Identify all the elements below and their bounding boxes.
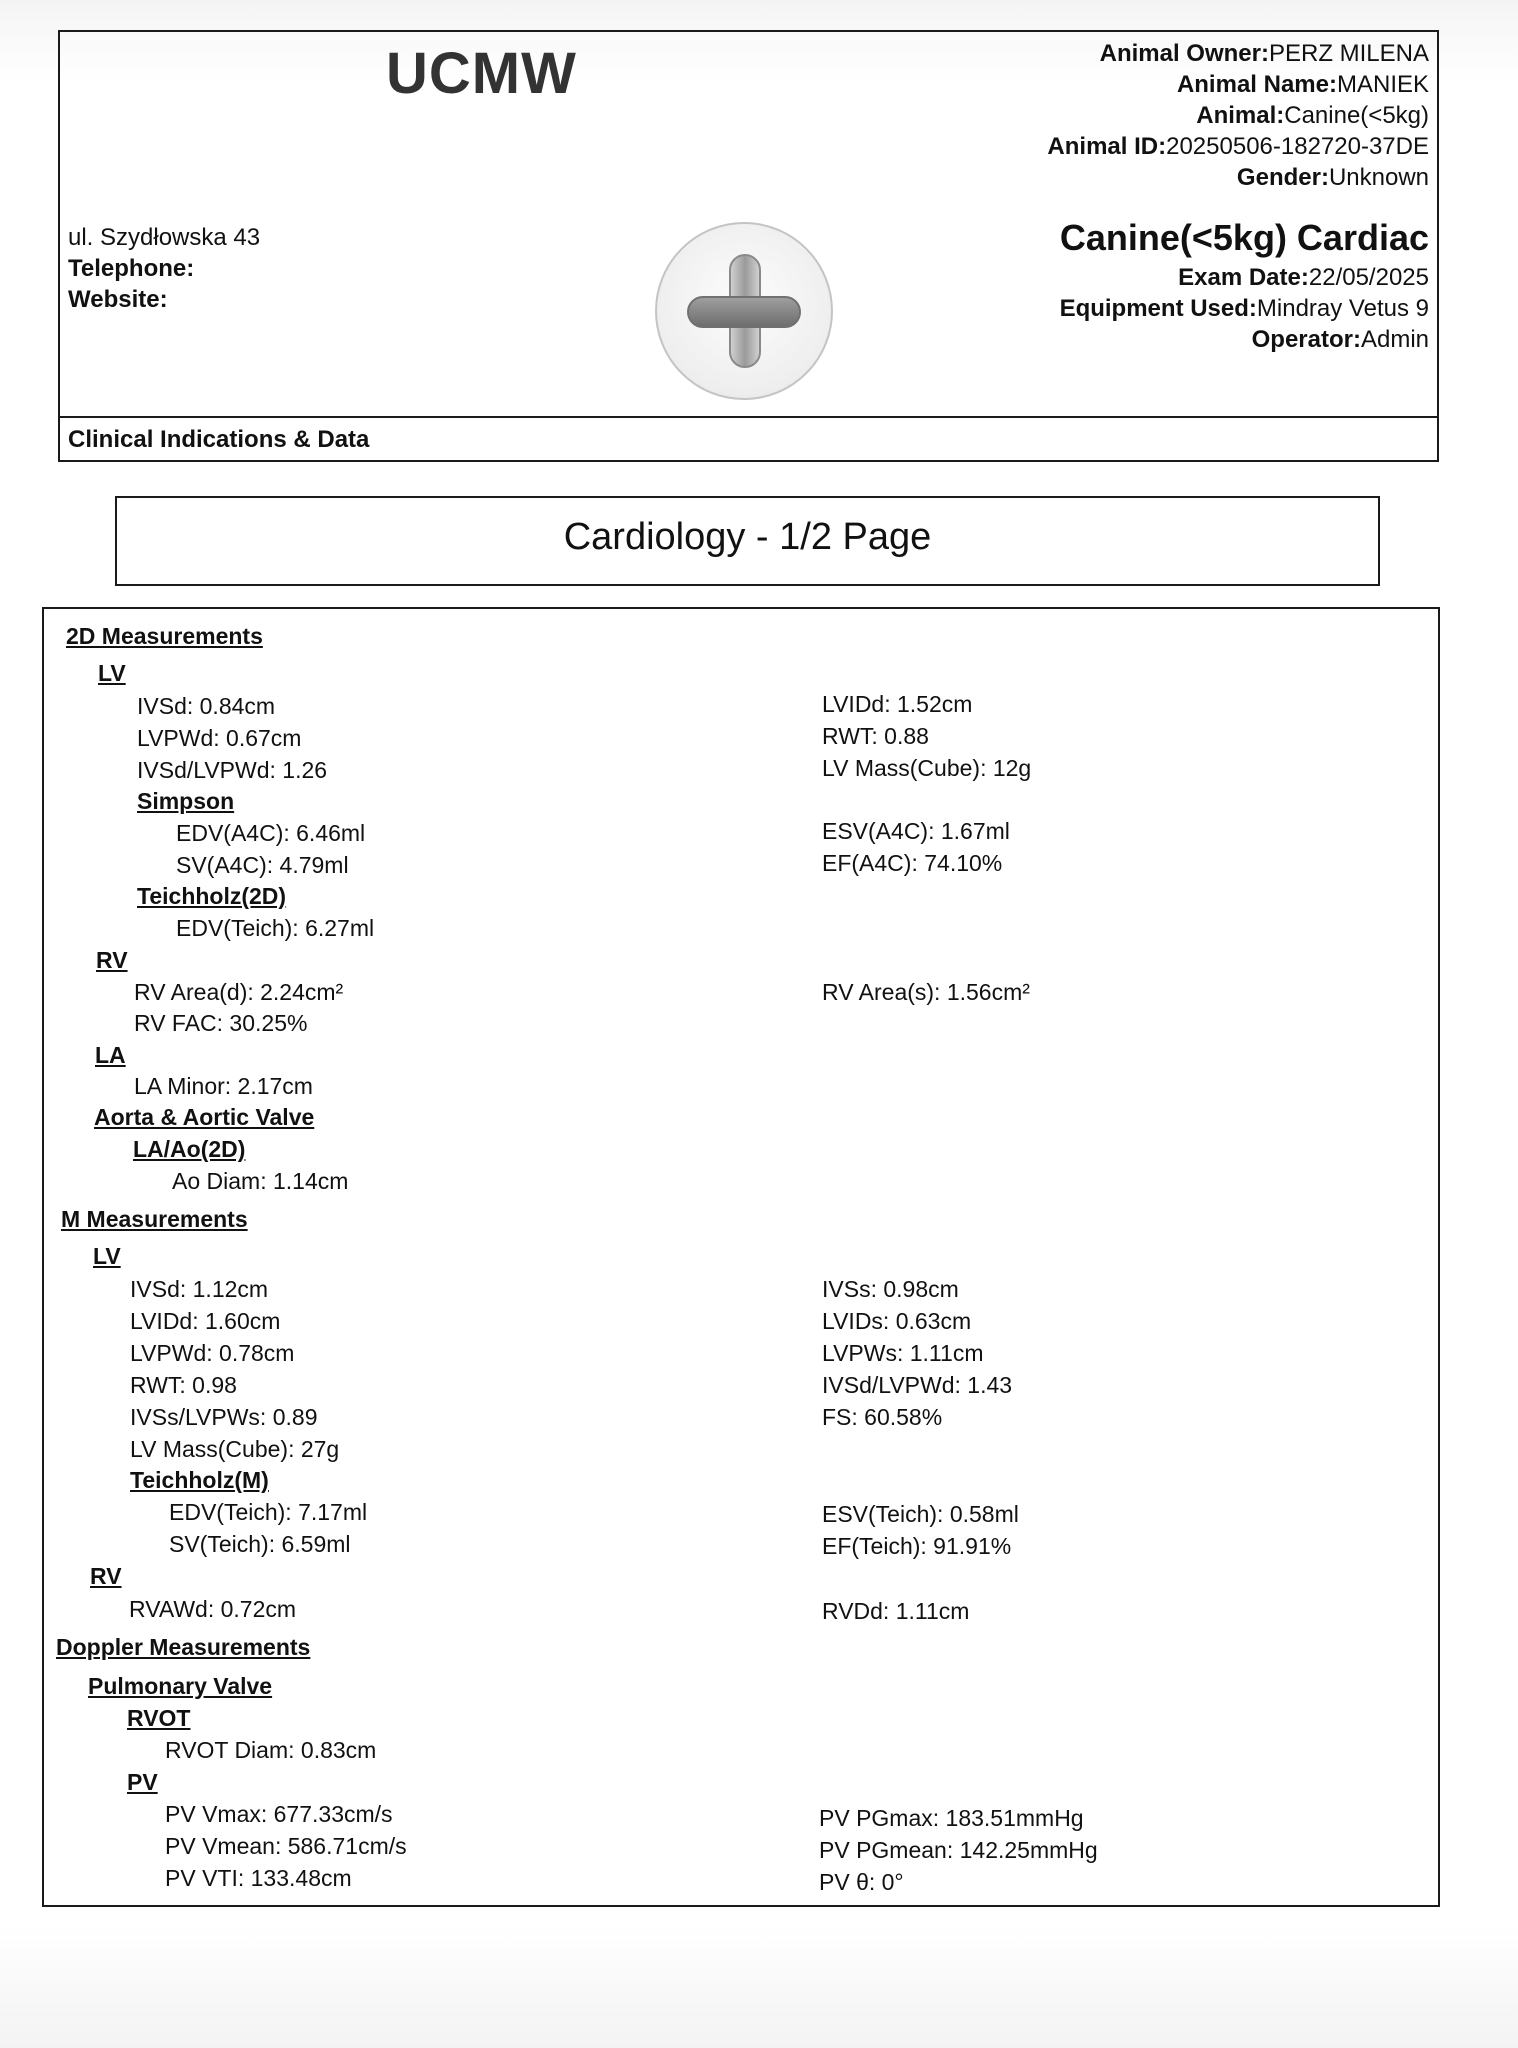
- animal-id-row: Animal ID:20250506-182720-37DE: [1047, 133, 1429, 160]
- clinical-indications-label: Clinical Indications & Data: [68, 426, 370, 453]
- measurement: EDV(Teich): 6.27ml: [176, 915, 375, 941]
- measurement: LV Mass(Cube): 12g: [822, 755, 1032, 781]
- measurement: LVIDd: 1.52cm: [822, 691, 973, 717]
- measurement: IVSd/LVPWd: 1.26: [137, 757, 328, 783]
- telephone-label: Telephone:: [68, 255, 195, 282]
- measurement: EDV(Teich): 7.17ml: [169, 1499, 368, 1525]
- animal-info: [1047, 38, 1429, 193]
- subsection-aorta: Aorta & Aortic Valve: [94, 1104, 315, 1130]
- measurement: ESV(A4C): 1.67ml: [822, 818, 1010, 844]
- measurement: SV(A4C): 4.79ml: [176, 852, 349, 878]
- page-title: Cardiology - 1/2 Page: [563, 516, 932, 558]
- subsection-rvot: RVOT: [127, 1705, 191, 1731]
- measurement: IVSs/LVPWs: 0.89: [130, 1404, 318, 1430]
- measurement: LVIDd: 1.60cm: [130, 1308, 281, 1334]
- subsection-rv: RV: [90, 1563, 122, 1589]
- measurement: RVDd: 1.11cm: [822, 1598, 970, 1624]
- animal-name-row: Animal Name:MANIEK: [1176, 71, 1429, 98]
- animal-owner-row: Animal Owner:PERZ MILENA: [1099, 40, 1429, 67]
- measurement: PV VTI: 133.48cm: [165, 1865, 352, 1891]
- measurement: LV Mass(Cube): 27g: [130, 1436, 340, 1462]
- measurement: LVIDs: 0.63cm: [822, 1308, 972, 1334]
- equipment-row: Equipment Used:Mindray Vetus 9: [1059, 295, 1429, 322]
- subsection-lv: LV: [98, 660, 126, 686]
- measurement: LVPWd: 0.67cm: [137, 725, 302, 751]
- measurement: EF(Teich): 91.91%: [822, 1533, 1012, 1559]
- section-m-title: M Measurements: [61, 1206, 248, 1232]
- measurement: LA Minor: 2.17cm: [134, 1073, 313, 1099]
- subsection-pulmonary-valve: Pulmonary Valve: [88, 1673, 273, 1699]
- measurement: RV Area(d): 2.24cm²: [134, 979, 344, 1005]
- subsection-simpson: Simpson: [137, 788, 235, 814]
- website-label: Website:: [68, 286, 168, 313]
- exam-info: [1060, 262, 1429, 355]
- measurement: PV θ: 0°: [819, 1869, 904, 1895]
- page-title-box: [115, 496, 1380, 586]
- measurement: PV PGmax: 183.51mmHg: [819, 1805, 1084, 1831]
- divider: [60, 416, 1437, 418]
- measurement: RV FAC: 30.25%: [134, 1010, 308, 1036]
- measurement: FS: 60.58%: [822, 1404, 943, 1430]
- medical-cross-icon: [655, 222, 833, 400]
- measurement: RWT: 0.88: [822, 723, 929, 749]
- subsection-lv: LV: [93, 1243, 121, 1269]
- subsection-pv: PV: [127, 1769, 158, 1795]
- clinic-address: ul. Szydłowska 43: [68, 224, 261, 251]
- measurement: IVSd: 1.12cm: [130, 1276, 269, 1302]
- operator-row: Operator:Admin: [1251, 326, 1429, 353]
- section-2d-title: 2D Measurements: [66, 623, 263, 649]
- measurement: IVSs: 0.98cm: [822, 1276, 959, 1302]
- measurement: LVPWd: 0.78cm: [130, 1340, 295, 1366]
- measurement: RVOT Diam: 0.83cm: [165, 1737, 377, 1763]
- measurement: RVAWd: 0.72cm: [129, 1596, 297, 1622]
- measurement: ESV(Teich): 0.58ml: [822, 1501, 1019, 1527]
- exam-date-row: Exam Date:22/05/2025: [1178, 264, 1429, 291]
- measurement: PV Vmax: 677.33cm/s: [165, 1801, 393, 1827]
- measurement: EDV(A4C): 6.46ml: [176, 820, 366, 846]
- clinic-name: UCMW: [386, 41, 577, 106]
- clinic-contact: [68, 222, 260, 315]
- measurement: SV(Teich): 6.59ml: [169, 1531, 351, 1557]
- subsection-teichholz-2d: Teichholz(2D): [137, 883, 287, 909]
- subsection-teichholz-m: Teichholz(M): [130, 1467, 269, 1493]
- measurements-panel: [42, 607, 1440, 1907]
- measurement: RWT: 0.98: [130, 1372, 237, 1398]
- section-doppler-title: Doppler Measurements: [56, 1634, 311, 1660]
- measurement: Ao Diam: 1.14cm: [172, 1168, 349, 1194]
- measurement: EF(A4C): 74.10%: [822, 850, 1003, 876]
- animal-type-row: Animal:Canine(<5kg): [1196, 102, 1429, 129]
- measurement: PV PGmean: 142.25mmHg: [819, 1837, 1098, 1863]
- measurement: PV Vmean: 586.71cm/s: [165, 1833, 407, 1859]
- measurement: LVPWs: 1.11cm: [822, 1340, 984, 1366]
- measurement: IVSd: 0.84cm: [137, 693, 276, 719]
- exam-title: Canine(<5kg) Cardiac: [1059, 217, 1429, 258]
- subsection-rv: RV: [96, 947, 128, 973]
- subsection-la-ao: LA/Ao(2D): [133, 1136, 246, 1162]
- measurement: RV Area(s): 1.56cm²: [822, 979, 1030, 1005]
- subsection-la: LA: [95, 1042, 126, 1068]
- measurement: IVSd/LVPWd: 1.43: [822, 1372, 1013, 1398]
- animal-gender-row: Gender:Unknown: [1236, 164, 1429, 191]
- report-header: [58, 30, 1439, 462]
